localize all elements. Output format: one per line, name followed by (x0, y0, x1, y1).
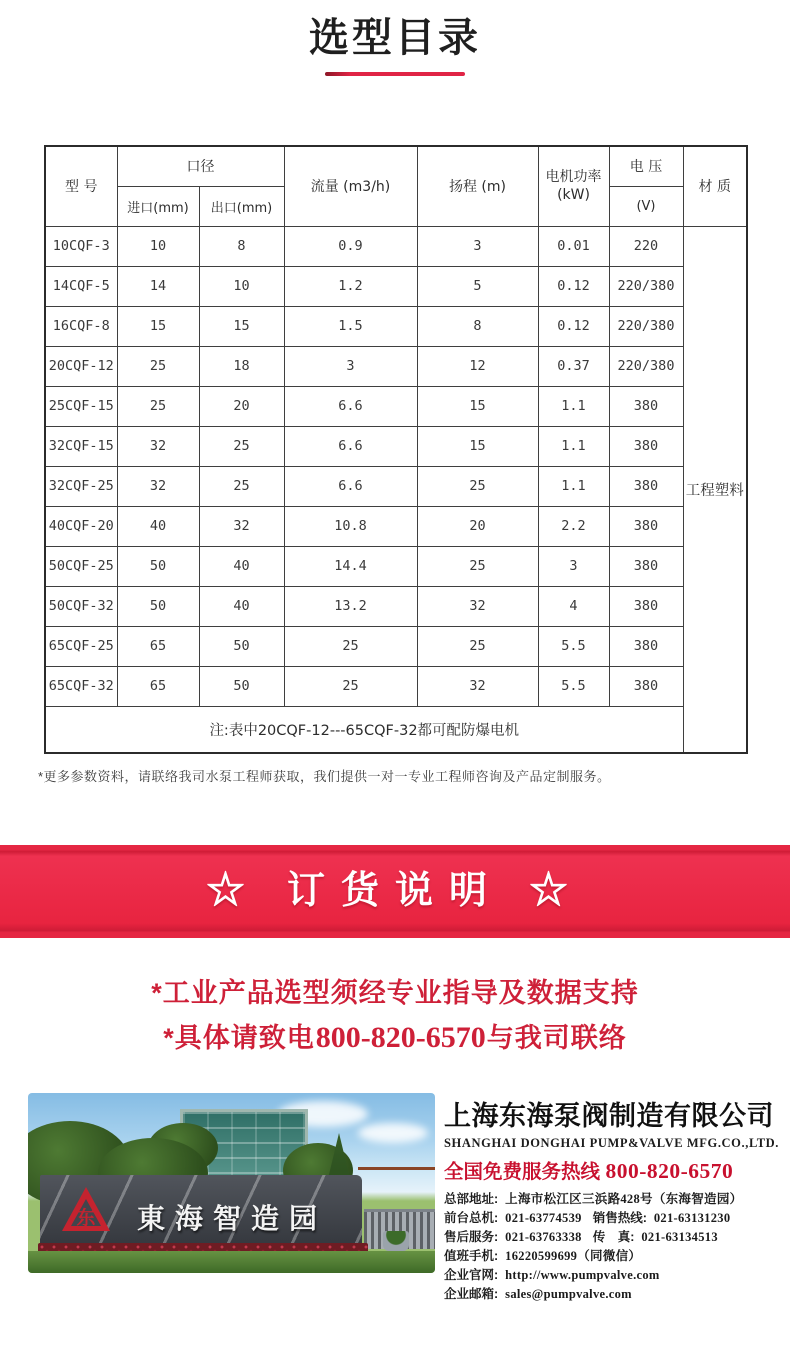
cell-outlet: 40 (199, 586, 284, 626)
cell-head: 20 (417, 506, 538, 546)
sign-wall (40, 1175, 362, 1251)
contact-label: 企业官网: (444, 1267, 499, 1282)
cell-head: 15 (417, 426, 538, 466)
col-header-flow: 流量 (m3/h) (284, 146, 417, 226)
order-notes (0, 978, 790, 1056)
cell-outlet: 20 (199, 386, 284, 426)
cell-inlet: 15 (117, 306, 199, 346)
col-header-voltage-unit: (V) (609, 186, 683, 226)
cell-outlet: 32 (199, 506, 284, 546)
cell-outlet: 18 (199, 346, 284, 386)
company-name-en: SHANGHAI DONGHAI PUMP&VALVE MFG.CO.,LTD. (444, 1136, 780, 1150)
cell-flow: 6.6 (284, 466, 417, 506)
cell-inlet: 32 (117, 426, 199, 466)
cell-voltage: 380 (609, 586, 683, 626)
col-header-diameter: 口径 (117, 146, 284, 186)
cell-outlet: 25 (199, 466, 284, 506)
table-row (45, 306, 747, 346)
cloud-shape (358, 1123, 428, 1143)
cell-flow: 1.5 (284, 306, 417, 346)
cell-head: 12 (417, 346, 538, 386)
contact-website (444, 1266, 784, 1285)
cell-model: 14CQF-5 (45, 266, 117, 306)
hotline-label: 全国免费服务热线 (444, 1161, 601, 1183)
service-hotline (444, 1156, 784, 1184)
table-row (45, 666, 747, 706)
cell-voltage: 380 (609, 626, 683, 666)
table-row (45, 506, 747, 546)
contact-phones-2 (444, 1228, 784, 1247)
cell-head: 3 (417, 226, 538, 266)
cell-model: 65CQF-32 (45, 666, 117, 706)
cell-power: 3 (538, 546, 609, 586)
col-header-inlet: 进口(mm) (117, 186, 199, 226)
company-info (444, 1093, 784, 1303)
col-header-outlet: 出口(mm) (199, 186, 284, 226)
logo-glyph: 东 (76, 1208, 96, 1229)
cell-power: 5.5 (538, 626, 609, 666)
col-header-material: 材 质 (683, 146, 747, 226)
cell-inlet: 65 (117, 666, 199, 706)
bottom-section (28, 1093, 780, 1303)
order-note-line2 (0, 1021, 790, 1056)
cell-head: 32 (417, 586, 538, 626)
cell-outlet: 40 (199, 546, 284, 586)
cell-inlet: 25 (117, 346, 199, 386)
table-note: 注:表中20CQF-12---65CQF-32都可配防爆电机 (45, 706, 683, 753)
col-header-power-line2: (kW) (557, 187, 590, 204)
order-note-line2-pre: *具体请致电 (163, 1023, 315, 1054)
cell-flow: 25 (284, 626, 417, 666)
cell-model: 32CQF-25 (45, 466, 117, 506)
table-row (45, 586, 747, 626)
cell-head: 25 (417, 626, 538, 666)
col-header-model: 型 号 (45, 146, 117, 226)
orange-building-shape (358, 1167, 435, 1213)
cell-voltage: 220/380 (609, 266, 683, 306)
cell-model: 20CQF-12 (45, 346, 117, 386)
cell-voltage: 220 (609, 226, 683, 266)
contact-phones-1 (444, 1209, 784, 1228)
cell-flow: 0.9 (284, 226, 417, 266)
cell-model: 32CQF-15 (45, 426, 117, 466)
factory-photo (28, 1093, 435, 1273)
cell-material: 工程塑料 (683, 226, 747, 753)
contact-label: 总部地址: (444, 1192, 499, 1206)
cell-power: 2.2 (538, 506, 609, 546)
cell-voltage: 380 (609, 386, 683, 426)
cell-voltage: 380 (609, 506, 683, 546)
contact-value: 021-63774539 (505, 1210, 582, 1225)
page-title: 选型目录 (309, 16, 481, 60)
table-row (45, 226, 747, 266)
contact-label: 企业邮箱: (444, 1286, 499, 1301)
cell-model: 50CQF-25 (45, 546, 117, 586)
table-row (45, 266, 747, 306)
table-note-row (45, 706, 747, 753)
cell-head: 32 (417, 666, 538, 706)
hotline-number: 800-820-6570 (605, 1159, 734, 1183)
cell-model: 40CQF-20 (45, 506, 117, 546)
cell-power: 0.12 (538, 266, 609, 306)
contact-value: 上海市松江区三浜路428号（东海智造园） (505, 1192, 743, 1206)
table-row (45, 426, 747, 466)
cell-inlet: 32 (117, 466, 199, 506)
contact-value: 021-63134513 (641, 1229, 718, 1244)
cell-head: 8 (417, 306, 538, 346)
page-header (0, 6, 790, 76)
cell-power: 0.12 (538, 306, 609, 346)
cell-flow: 14.4 (284, 546, 417, 586)
cell-power: 1.1 (538, 426, 609, 466)
cell-power: 1.1 (538, 386, 609, 426)
cell-inlet: 25 (117, 386, 199, 426)
contact-list (444, 1190, 784, 1303)
cell-flow: 10.8 (284, 506, 417, 546)
order-note-line1: *工业产品选型须经专业指导及数据支持 (151, 978, 639, 1008)
selection-table (44, 145, 748, 754)
cell-inlet: 65 (117, 626, 199, 666)
contact-value: 16220599699（同微信） (505, 1248, 642, 1263)
cell-flow: 6.6 (284, 426, 417, 466)
cell-model: 10CQF-3 (45, 226, 117, 266)
cell-outlet: 50 (199, 626, 284, 666)
website-url: http://www.pumpvalve.com (505, 1267, 660, 1282)
cell-voltage: 380 (609, 546, 683, 586)
cell-inlet: 50 (117, 586, 199, 626)
cell-power: 4 (538, 586, 609, 626)
contact-value: 021-63131230 (653, 1210, 731, 1225)
contact-label: 销售热线: (592, 1210, 647, 1225)
col-header-power (538, 146, 609, 226)
cell-outlet: 50 (199, 666, 284, 706)
cell-flow: 25 (284, 666, 417, 706)
cell-flow: 1.2 (284, 266, 417, 306)
cell-outlet: 10 (199, 266, 284, 306)
cell-outlet: 25 (199, 426, 284, 466)
col-header-voltage: 电 压 (609, 146, 683, 186)
cell-voltage: 220/380 (609, 346, 683, 386)
table-row (45, 626, 747, 666)
cell-inlet: 14 (117, 266, 199, 306)
table-row (45, 346, 747, 386)
order-phone-number: 800-820-6570 (315, 1021, 486, 1055)
cell-model: 16CQF-8 (45, 306, 117, 346)
contact-label: 售后服务: (444, 1229, 499, 1244)
table-row (45, 466, 747, 506)
table-row (45, 546, 747, 586)
email-address: sales@pumpvalve.com (505, 1286, 632, 1301)
contact-address (444, 1190, 784, 1209)
contact-label: 传 真: (592, 1229, 635, 1244)
cell-outlet: 8 (199, 226, 284, 266)
table-row (45, 386, 747, 426)
footnote: *更多参数资料，请联络我司水泵工程师获取，我们提供一对一专业工程师咨询及产品定制服务。 (38, 769, 611, 784)
contact-label: 值班手机: (444, 1248, 499, 1263)
cell-outlet: 15 (199, 306, 284, 346)
company-name-cn: 上海东海泵阀制造有限公司 (444, 1101, 774, 1131)
cell-power: 0.01 (538, 226, 609, 266)
contact-mobile (444, 1247, 784, 1266)
order-note-line2-post: 与我司联络 (486, 1023, 627, 1054)
cell-flow: 13.2 (284, 586, 417, 626)
cell-power: 0.37 (538, 346, 609, 386)
grass-shape (28, 1251, 435, 1273)
contact-label: 前台总机: (444, 1210, 499, 1225)
cell-voltage: 380 (609, 666, 683, 706)
cell-inlet: 50 (117, 546, 199, 586)
cell-power: 5.5 (538, 666, 609, 706)
cell-flow: 6.6 (284, 386, 417, 426)
cell-flow: 3 (284, 346, 417, 386)
cell-model: 65CQF-25 (45, 626, 117, 666)
cell-voltage: 380 (609, 466, 683, 506)
sign-text: 東海智造园 (136, 1203, 327, 1234)
cell-inlet: 10 (117, 226, 199, 266)
col-header-power-line1: 电机功率 (545, 169, 602, 186)
title-underline (325, 72, 465, 76)
contact-email (444, 1285, 784, 1304)
cell-head: 15 (417, 386, 538, 426)
order-banner-title: ☆ 订货说明 ☆ (206, 870, 584, 912)
order-banner (0, 845, 790, 938)
table-header (45, 146, 747, 226)
cell-head: 25 (417, 466, 538, 506)
cell-head: 25 (417, 546, 538, 586)
cell-voltage: 380 (609, 426, 683, 466)
cell-inlet: 40 (117, 506, 199, 546)
plant-pot-shape (383, 1231, 409, 1251)
cell-head: 5 (417, 266, 538, 306)
col-header-head: 扬程 (m) (417, 146, 538, 226)
contact-value: 021-63763338 (505, 1229, 582, 1244)
cell-voltage: 220/380 (609, 306, 683, 346)
table-body (45, 226, 747, 753)
cell-model: 25CQF-15 (45, 386, 117, 426)
cell-power: 1.1 (538, 466, 609, 506)
cell-model: 50CQF-32 (45, 586, 117, 626)
